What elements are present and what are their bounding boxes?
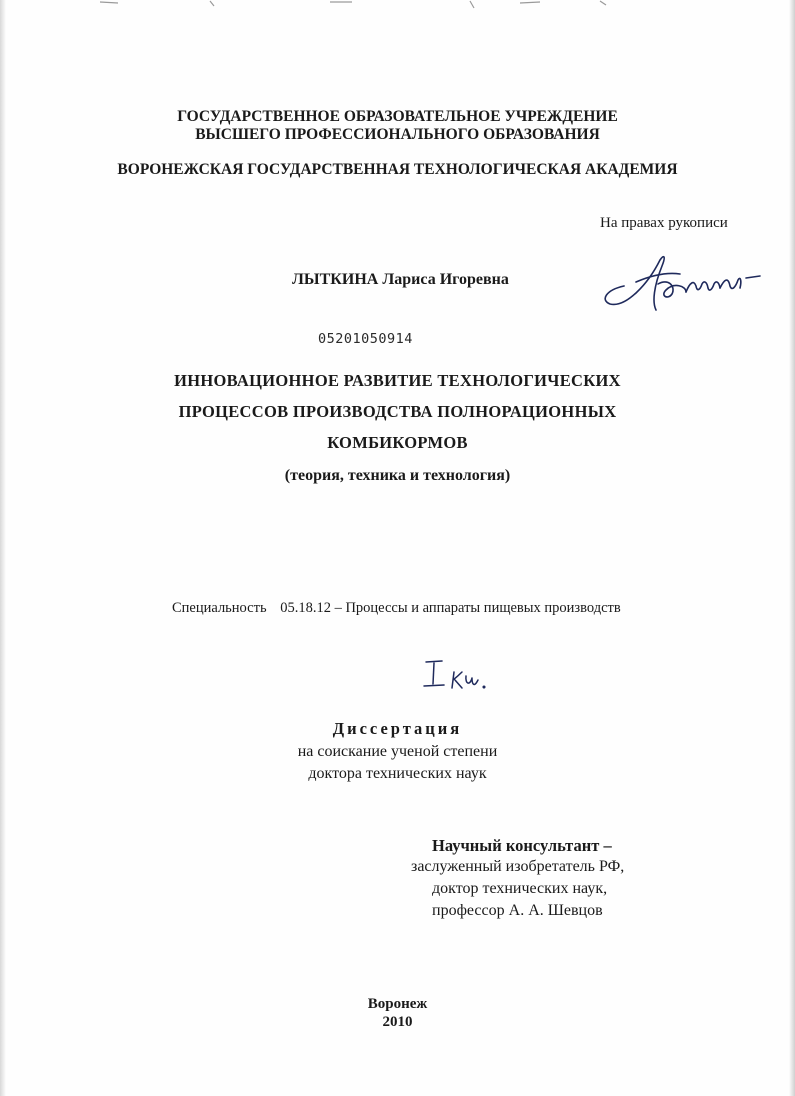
volume-handwritten-mark xyxy=(420,656,500,696)
title-subtitle: (теория, техника и технология) xyxy=(284,467,511,484)
consultant-title-1: заслуженный изобретатель РФ, xyxy=(411,858,625,875)
author-signature xyxy=(596,246,766,318)
author-given-names: Лариса Игоревна xyxy=(382,271,509,288)
institution-line-1: ГОСУДАРСТВЕННОЕ ОБРАЗОВАТЕЛЬНОЕ УЧРЕЖДЕНИЕ xyxy=(177,108,618,125)
specialty-label: Специальность xyxy=(172,600,267,616)
degree-line-2: доктора технических наук xyxy=(308,765,487,782)
consultant-title-2: доктор технических наук, xyxy=(432,880,608,897)
registration-number: 05201050914 xyxy=(318,331,413,347)
author-surname: ЛЫТКИНА xyxy=(292,271,379,288)
author-name xyxy=(292,271,509,289)
specialty xyxy=(172,600,621,617)
city: Воронеж xyxy=(367,996,428,1012)
scan-specks xyxy=(0,0,795,20)
institution-line-2: ВЫСШЕГО ПРОФЕССИОНАЛЬНОГО ОБРАЗОВАНИЯ xyxy=(195,126,600,143)
consultant-heading: Научный консультант – xyxy=(432,836,612,855)
year: 2010 xyxy=(382,1014,413,1030)
academy-name: ВОРОНЕЖСКАЯ ГОСУДАРСТВЕННАЯ ТЕХНОЛОГИЧЕСКАЯ АКАДЕМИЯ xyxy=(117,161,678,178)
degree-line-1: на соискание ученой степени xyxy=(297,743,498,760)
dissertation-heading: Диссертация xyxy=(332,719,463,738)
title-line-1: ИННОВАЦИОННОЕ РАЗВИТИЕ ТЕХНОЛОГИЧЕСКИХ xyxy=(174,371,621,390)
consultant-name: профессор А. А. Шевцов xyxy=(432,902,603,919)
manuscript-rights-note: На правах рукописи xyxy=(600,215,728,231)
title-line-3: КОМБИКОРМОВ xyxy=(327,433,468,452)
specialty-code: 05.18.12 – Процессы и аппараты пищевых производств xyxy=(280,600,621,616)
title-line-2: ПРОЦЕССОВ ПРОИЗВОДСТВА ПОЛНОРАЦИОННЫХ xyxy=(178,402,617,421)
